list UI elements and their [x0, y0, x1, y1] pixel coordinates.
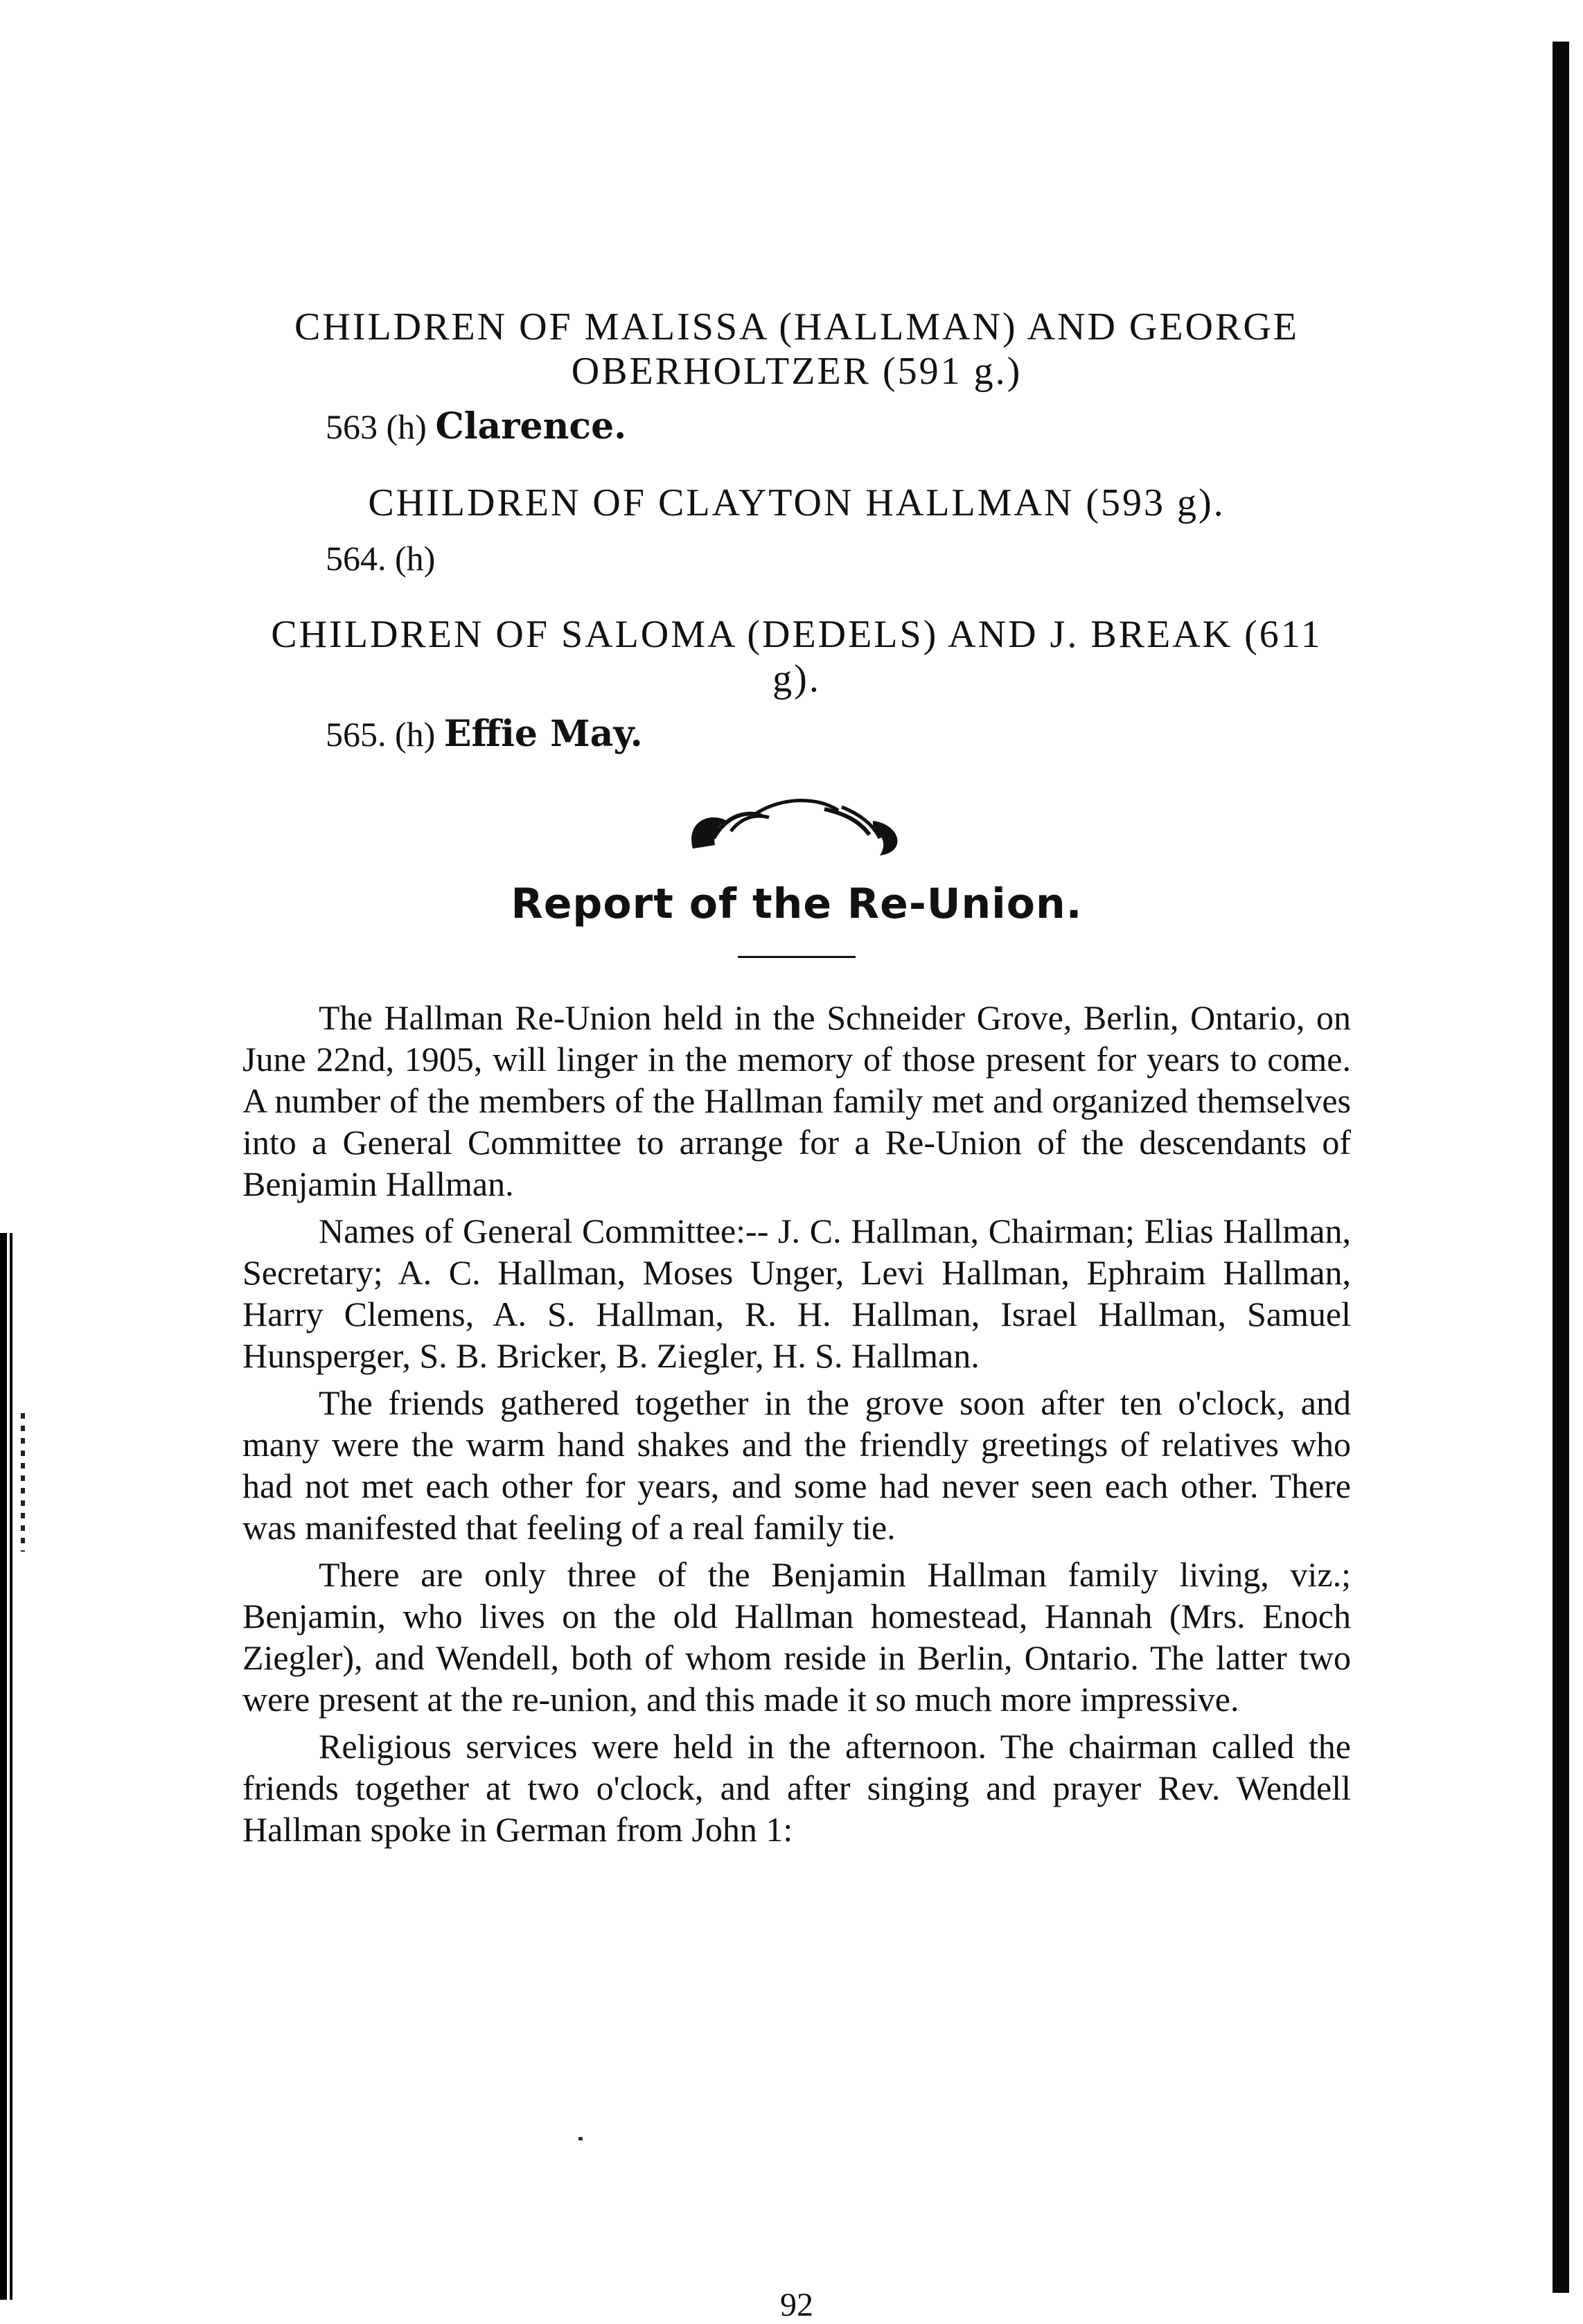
section-heading: CHILDREN OF SALOMA (DEDELS) AND J. BREAK (611 g). — [271, 613, 1323, 700]
entry-name: Effie May. — [443, 713, 643, 755]
page-content — [242, 305, 1351, 2323]
section-heading: CHILDREN OF MALISSA (HALLMAN) AND GEORGE OBERHOLTZER (591 g.) — [294, 305, 1299, 393]
section-malissa — [242, 305, 1351, 447]
report-paragraph: The friends gathered together in the grove soon after ten o'clock, and many were the warm hand shakes and the friendly greetings of relatives who had not met each other for years, and some had never seen each other. There was manifested that feeling of a real family tie. — [242, 1383, 1351, 1547]
title-rule — [738, 956, 856, 958]
section-clayton — [242, 481, 1351, 579]
entry-number: 564. (h) — [326, 539, 436, 578]
report-title: Report of the Re-Union. — [511, 880, 1083, 928]
report-paragraph: Names of General Committee:-- J. C. Hallman, Chairman; Elias Hallman, Secretary; A. C. Hallman, Moses Unger, Levi Hallman, Ephraim Hallman, Harry Clemens, A. S. Hallman, R. H. Hallman, Israel Hallman, Samuel Hunsperger, S. B. Bricker, B. Ziegler, H. S. Hallman. — [242, 1212, 1351, 1375]
entry-name: Clarence. — [435, 405, 627, 447]
section-saloma — [242, 612, 1351, 755]
report-paragraph: The Hallman Re-Union held in the Schneider Grove, Berlin, Ontario, on June 22nd, 1905, will linger in the memory of those present for years to come. A number of the members of the Hallman family met and organized themselves into a General Committee to arrange for a Re-Union of the descendants of Benjamin Hallman. — [242, 998, 1351, 1203]
scan-edge-right — [1553, 42, 1569, 2293]
entry-563 — [326, 406, 1351, 447]
scan-speck — [578, 2137, 583, 2140]
entry-564 — [326, 538, 1351, 579]
entry-565 — [326, 713, 1351, 755]
entry-number: 563 (h) — [326, 407, 427, 446]
report-body — [242, 997, 1351, 1850]
entry-number: 565. (h) — [326, 715, 436, 754]
report-paragraph: Religious services were held in the afternoon. The chairman called the friends together at two o'clock, and after singing and prayer Rev. Wendell Hallman spoke in German from John 1: — [242, 1727, 1351, 1849]
page-number: 92 — [780, 2287, 813, 2323]
scan-edge-dash — [21, 1413, 25, 1552]
section-heading: CHILDREN OF CLAYTON HALLMAN (593 g). — [368, 481, 1226, 524]
scroll-ornament-icon — [672, 783, 921, 859]
report-paragraph: There are only three of the Benjamin Hallman family living, viz.; Benjamin, who lives on the old Hallman homestead, Hannah (Mrs. Enoch Ziegler), and Wendell, both of whom reside in Berlin, Ontario. The latter two were present at the re-union, and this made it so much more impressive. — [242, 1555, 1351, 1719]
scan-edge-left — [0, 1233, 12, 2300]
